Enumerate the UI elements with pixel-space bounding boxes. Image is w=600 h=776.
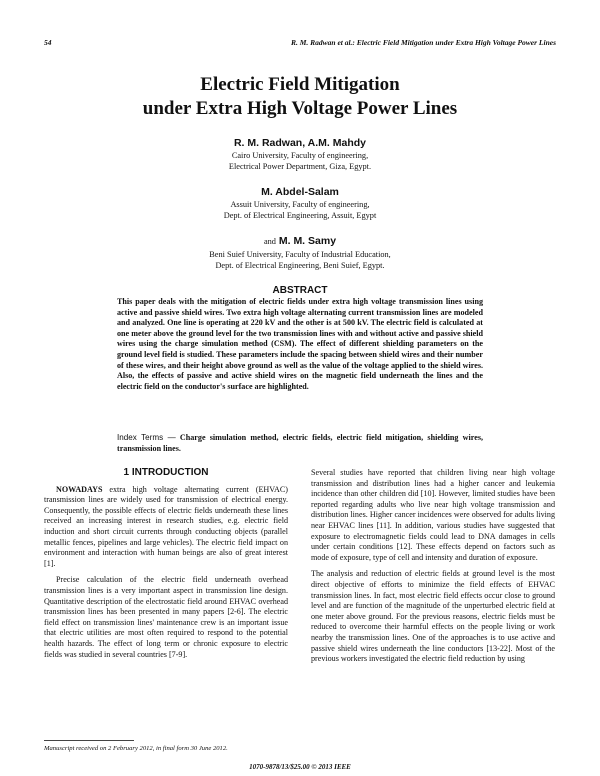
author-affiliation: Dept. of Electrical Engineering, Assuit, Egypt [223,211,377,220]
abstract-heading: ABSTRACT [272,285,328,296]
author-name: M. Abdel-Salam [261,186,339,198]
paragraph-text: extra high voltage alternating current (EHVAC) transmission lines are widely used for transmission of electrical energy. Consequently, the possible effects of electric fields underneath these lines received an increasing interest in research studies, e.g. electric field induction and short circuit currents through conducting objects (parallel metallic fences, pipelines and large vehicles). The electric field impact on environment and interaction with human beings are also of great interest [1]. [44,484,288,568]
index-terms-label: Index Terms — [117,433,176,442]
author-name: M. M. Samy [278,235,337,247]
page-number: 54 [44,38,52,47]
running-head: R. M. Radwan et al.: Electric Field Mitigation under Extra High Voltage Power Lines [290,38,556,47]
section-heading: 1 INTRODUCTION [123,467,209,478]
author-affiliation: Assuit University, Faculty of engineering, [230,200,370,209]
author-name-line [0,234,600,249]
paper-title [0,73,600,121]
author-affiliation: Dept. of Electrical Engineering, Beni Suief, Egypt. [215,261,385,270]
author-block-2 [0,185,600,221]
copyright-footer: 1070-9878/13/$25.00 © 2013 IEEE [249,763,351,771]
author-block-3 [0,234,600,271]
left-column [44,468,288,666]
author-name: R. M. Radwan, A.M. Mahdy [233,137,367,149]
title-line-1: Electric Field Mitigation [200,74,400,95]
lead-word: NOWADAYS [56,484,103,494]
author-block-1 [0,136,600,172]
title-line-2: under Extra High Voltage Power Lines [142,98,458,119]
author-affiliation: Cairo University, Faculty of engineering, [231,151,369,160]
index-terms [117,433,483,454]
author-affiliation: Beni Suief University, Faculty of Industrial Education, [209,250,391,259]
author-affiliation: Electrical Power Department, Giza, Egypt. [228,162,372,171]
and-connector: and [263,237,276,246]
right-column [311,468,555,671]
index-terms-text: Charge simulation method, electric fields, electric field mitigation, shielding wires, transmission lines. [117,433,483,453]
footnote-rule [44,740,134,741]
abstract-text: This paper deals with the mitigation of electric fields under extra high voltage transmission lines using active and passive shield wires. Two extra high voltage alternating current transmission lines are modeled and analyzed. One line is operating at 220 kV and the other is at 500 kV. The electric field is calculated at one meter above the ground level for the two transmission lines with and without active and passive shield wires using the charge simulation method (CSM). The effect of different shielding parameters on the ground level field is studied. These parameters include the spacing between shield wires and their number of these wires, and their height above ground as well as the value of the voltage applied to the shield wires. Also, the effects of passive and active shield wires on the magnetic field underneath the lines and the electric field on the conductor's surface are highlighted. [117,297,483,391]
paragraph [44,485,288,570]
paragraph: The analysis and reduction of electric fields at ground level is the most direct objective of efforts to minimize the field effects of EHVAC transmission lines. In fact, most electric field effects occur close to ground level and are function of the magnitude of the unperturbed electric field at one meter above ground. For the previous reasons, electric fields must be reduced to overcome their harmful effects on the people living or work nearby the transmission lines. One of the approaches is to use active and passive shield wires underneath the line conductors [13-22]. Most of the previous workers investigated the electric field reduction by using [311,569,555,664]
footnote: Manuscript received on 2 February 2012, in final form 30 June 2012. [44,745,228,752]
paragraph: Precise calculation of the electric field underneath overhead transmission lines is a very important aspect in transmission line design. Quantitative description of the electrostatic field around EHVAC overhead transmission lines has been presented in many papers [2-6]. The electric field effect on transmission lines' maintenance crew is an important issue that electric utilities are most often required to respond to the potential health hazards. The effect of long term or chronic exposure to electric fields was studied in several countries [7-9]. [44,575,288,659]
paragraph: Several studies have reported that children living near high voltage transmission and distribution lines had a higher cancer and leukemia incidence than other children did [10]. However, limited studies have been reported regarding adults who live near high voltage transmission and distribution lines. Higher cancer incidences were observed for adults living near EHVAC lines [11]. In addition, various studies have suggested that exposure to electromagnetic fields could lead to DNA damages in cells under certain conditions [12]. These effects depend on factors such as mode of exposure, type of cell and intensity and duration of exposure. [311,468,555,562]
